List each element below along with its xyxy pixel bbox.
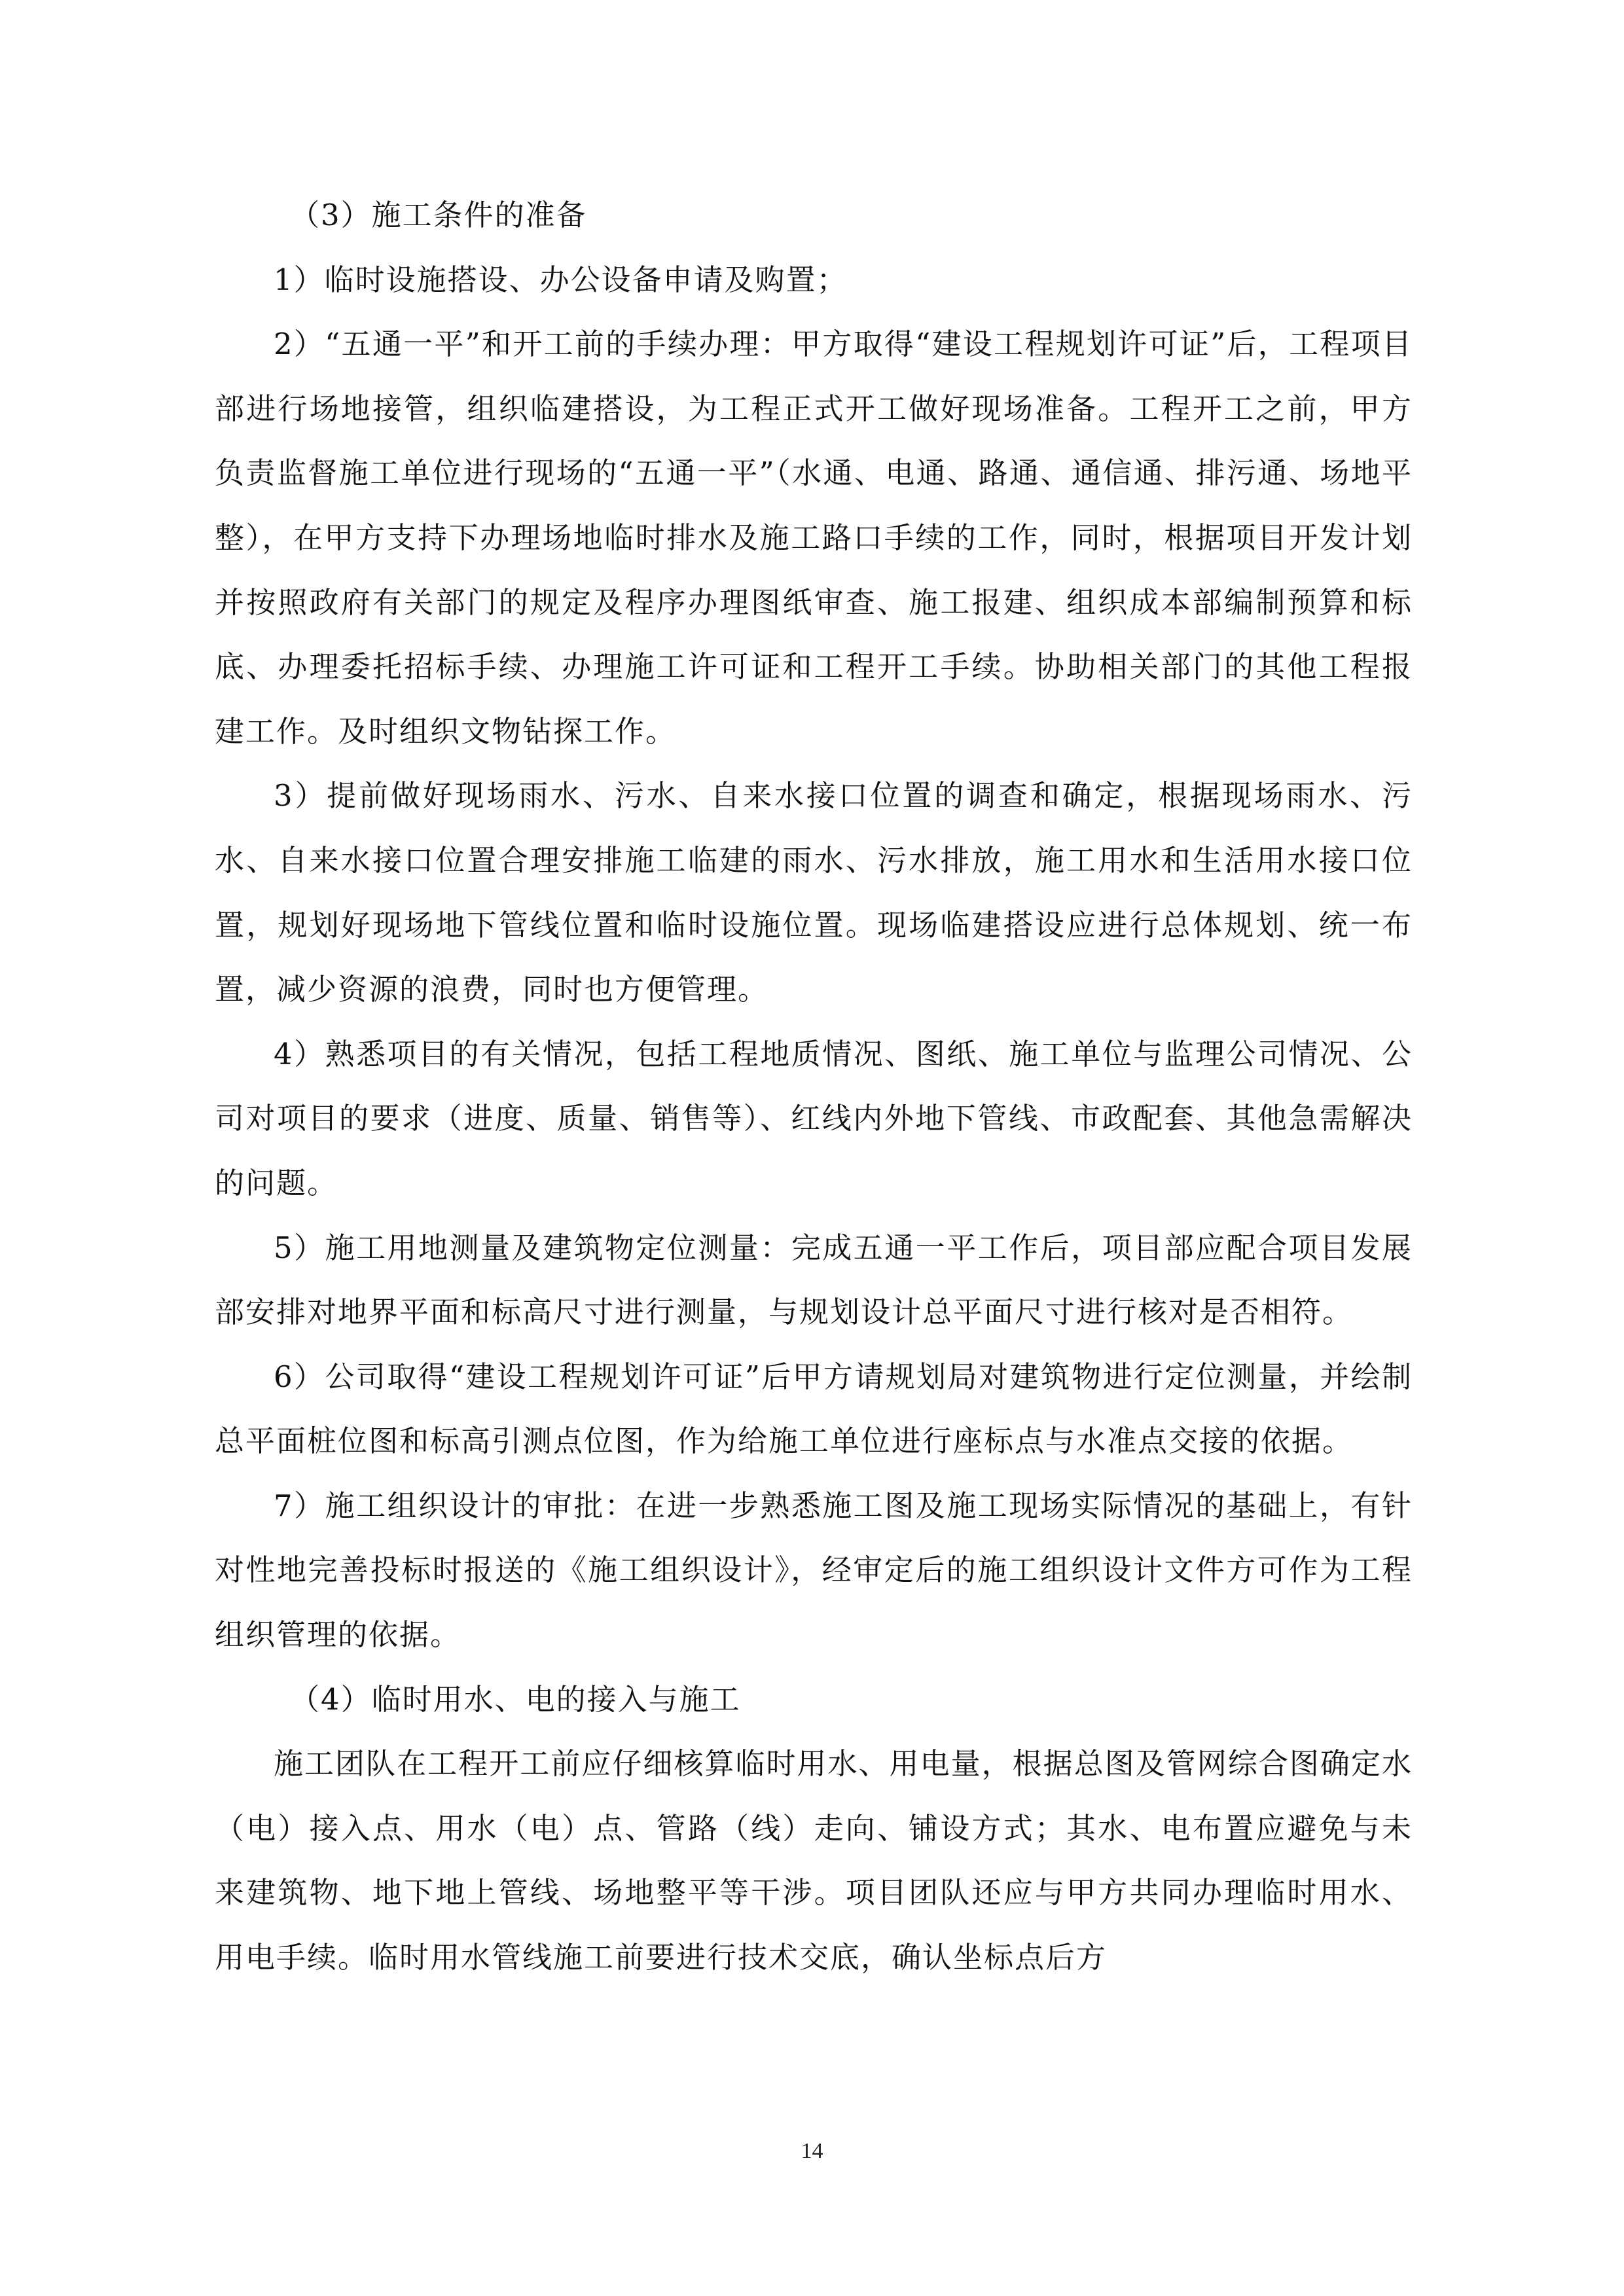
paragraph-item-2: 2）“五通一平”和开工前的手续办理：甲方取得“建设工程规划许可证”后，工程项目部进行场地接管，组织临建搭设，为工程正式开工做好现场准备。工程开工之前，甲方负责监督施工单位进行现场的“五通一平”（水通、电通、路通、通信通、排污通、场地平整），在甲方支持下办理场地临时排水及施工路口手续的工作，同时，根据项目开发计划并按照政府有关部门的规定及程序办理图纸审查、施工报建、组织成本部编制预算和标底、办理委托招标手续、办理施工许可证和工程开工手续。协助相关部门的其他工程报建工作。及时组织文物钻探工作。 [215, 327, 1413, 749]
paragraph-item-4: 4）熟悉项目的有关情况，包括工程地质情况、图纸、施工单位与监理公司情况、公司对项目的要求（进度、质量、销售等）、红线内外地下管线、市政配套、其他急需解决的问题。 [215, 1036, 1413, 1200]
section-heading-temporary-water-power: （4）临时用水、电的接入与施工 [290, 1681, 741, 1717]
paragraph-item-7: 7）施工组织设计的审批：在进一步熟悉施工图及施工现场实际情况的基础上，有针对性地完善投标时报送的《施工组织设计》，经审定后的施工组织设计文件方可作为工程组织管理的依据。 [215, 1488, 1413, 1653]
paragraph-item-5: 5）施工用地测量及建筑物定位测量：完成五通一平工作后，项目部应配合项目发展部安排对地界平面和标高尺寸进行测量，与规划设计总平面尺寸进行核对是否相符。 [215, 1230, 1413, 1330]
paragraph-item-3: 3）提前做好现场雨水、污水、自来水接口位置的调查和确定，根据现场雨水、污水、自来水接口位置合理安排施工临建的雨水、污水排放，施工用水和生活用水接口位置，规划好现场地下管线位置和临时设施位置。现场临建搭设应进行总体规划、统一布置，减少资源的浪费，同时也方便管理。 [215, 778, 1413, 1007]
body-text [215, 183, 1413, 1990]
page-number: 14 [801, 2139, 823, 2163]
paragraph-temporary-water-power: 施工团队在工程开工前应仔细核算临时用水、用电量，根据总图及管网综合图确定水（电）接入点、用水（电）点、管路（线）走向、铺设方式；其水、电布置应避免与未来建筑物、地下地上管线、场地整平等干涉。项目团队还应与甲方共同办理临时用水、用电手续。临时用水管线施工前要进行技术交底，确认坐标点后方 [215, 1746, 1413, 1975]
paragraph-item-6: 6）公司取得“建设工程规划许可证”后甲方请规划局对建筑物进行定位测量，并绘制总平面桩位图和标高引测点位图，作为给施工单位进行座标点与水准点交接的依据。 [215, 1359, 1413, 1459]
paragraph-item-1: 1）临时设施搭设、办公设备申请及购置； [274, 262, 848, 297]
section-heading-construction-conditions: （3）施工条件的准备 [290, 198, 587, 232]
